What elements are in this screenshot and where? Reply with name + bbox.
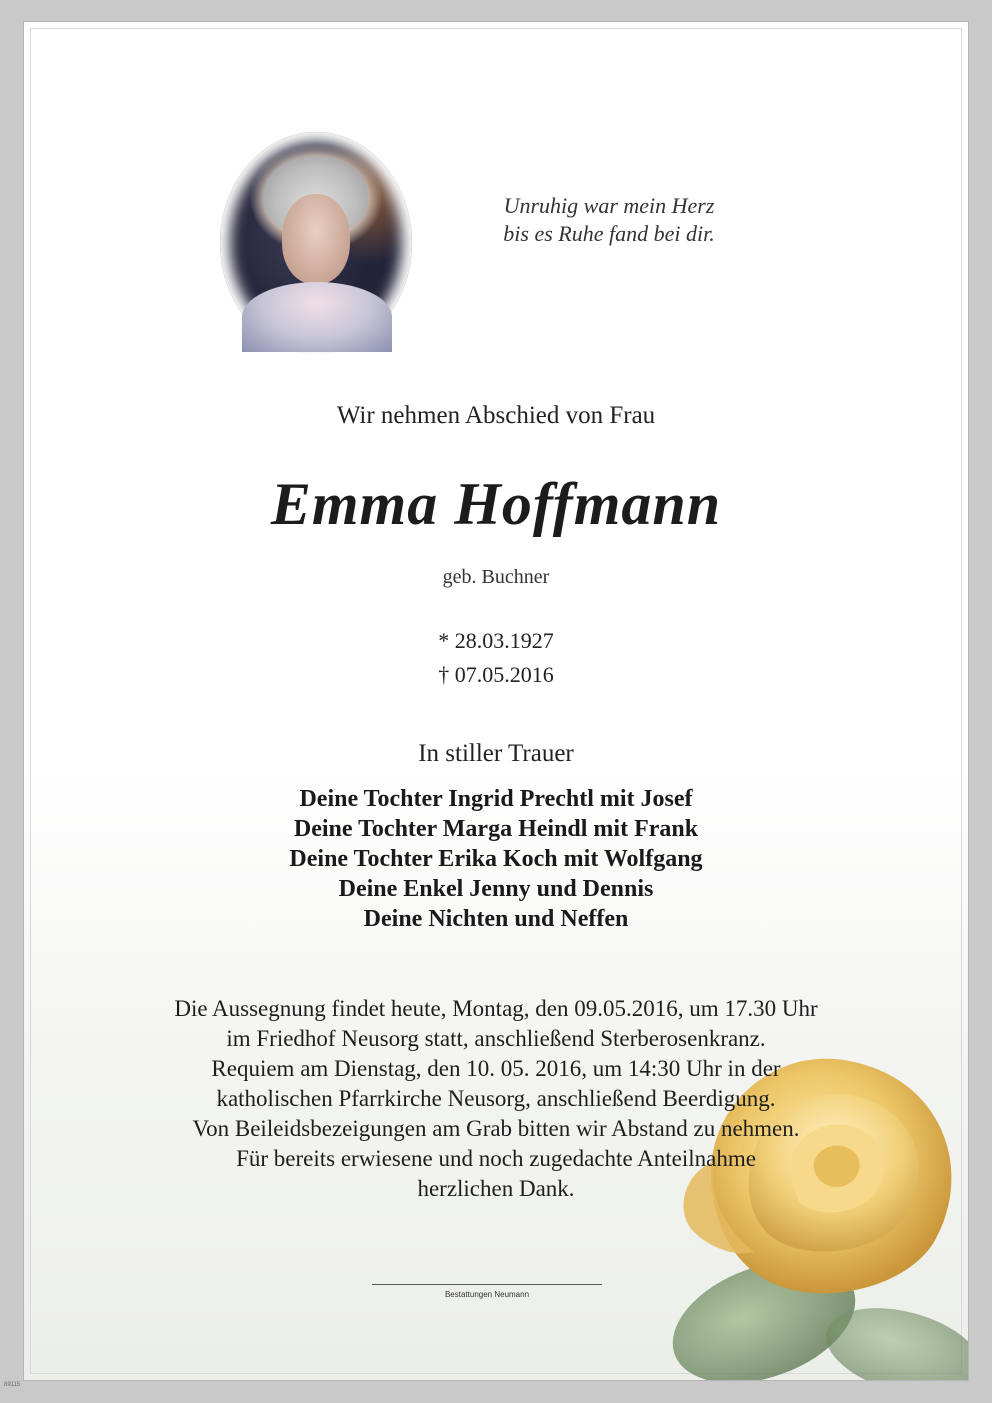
- signature-line: [372, 1284, 602, 1285]
- quote-line-1: Unruhig war mein Herz: [503, 193, 715, 218]
- family-member: Deine Tochter Erika Koch mit Wolfgang: [289, 846, 703, 872]
- notice-line: Die Aussegnung findet heute, Montag, den 09.05.2016, um 17.30 Uhr: [174, 996, 818, 1021]
- footer-code: 89115: [4, 1382, 21, 1388]
- family-list: [24, 784, 968, 934]
- life-dates: [24, 624, 968, 692]
- notice-line: katholischen Pfarrkirche Neusorg, anschließend Beerdigung.: [216, 1086, 776, 1111]
- notice-line: im Friedhof Neusorg statt, anschließend Sterberosenkranz.: [226, 1026, 766, 1051]
- family-member: Deine Enkel Jenny und Dennis: [338, 876, 654, 902]
- deceased-name: Emma Hoffmann: [270, 471, 722, 537]
- notice-line: herzlichen Dank.: [417, 1176, 575, 1201]
- obituary-page: [24, 22, 968, 1380]
- undertaker-name: Bestattungen Neumann: [444, 1290, 530, 1299]
- family-member: Deine Tochter Ingrid Prechtl mit Josef: [299, 786, 693, 812]
- notice-line: Für bereits erwiesene und noch zugedachte Anteilnahme: [236, 1146, 756, 1171]
- funeral-notice: [24, 994, 968, 1204]
- notice-line: Von Beileidsbezeigungen am Grab bitten wir Abstand zu nehmen.: [192, 1116, 800, 1141]
- intro-text: Wir nehmen Abschied von Frau: [336, 402, 656, 429]
- maiden-name: geb. Buchner: [442, 566, 550, 588]
- family-member: Deine Nichten und Neffen: [363, 906, 629, 932]
- mourning-heading: In stiller Trauer: [418, 740, 574, 767]
- death-date: † 07.05.2016: [438, 662, 554, 687]
- portrait-face: [282, 194, 350, 284]
- portrait-photo: [220, 132, 412, 354]
- quote-line-2: bis es Ruhe fand bei dir.: [503, 221, 715, 246]
- family-member: Deine Tochter Marga Heindl mit Frank: [293, 816, 699, 842]
- birth-date: * 28.03.1927: [438, 628, 554, 653]
- quote: [464, 192, 754, 248]
- portrait-blouse: [242, 282, 392, 352]
- notice-line: Requiem am Dienstag, den 10. 05. 2016, um 14:30 Uhr in der: [211, 1056, 781, 1081]
